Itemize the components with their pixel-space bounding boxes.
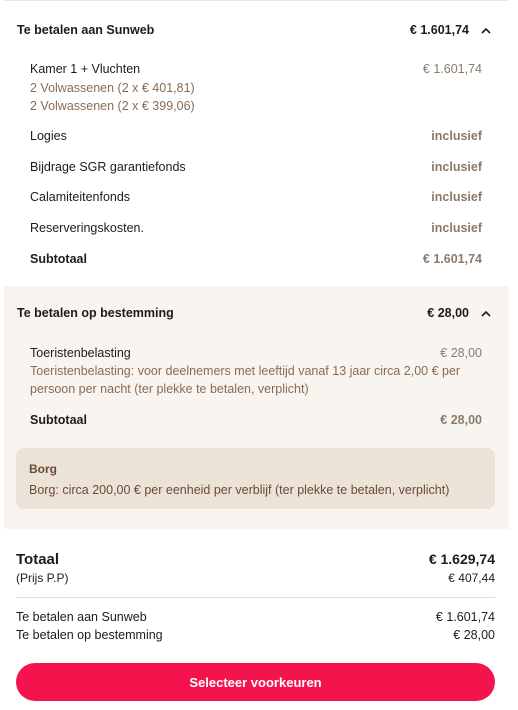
destination-section-amount: € 28,00 bbox=[427, 306, 469, 320]
price-item-detail: 2 Volwassenen (2 x € 401,81) bbox=[30, 81, 195, 95]
subtotal-row bbox=[30, 413, 482, 427]
price-line-label: Reserveringskosten. bbox=[30, 221, 144, 235]
summary-label: Te betalen op bestemming bbox=[16, 628, 163, 642]
price-item-detail: Toeristenbelasting: voor deelnemers met leeftijd vanaf 13 jaar circa 2,00 € per bbox=[30, 364, 461, 378]
sunweb-section-amount: € 1.601,74 bbox=[409, 23, 469, 37]
price-line bbox=[30, 221, 482, 235]
total-label: Totaal bbox=[16, 551, 60, 568]
price-line bbox=[30, 190, 482, 204]
price-line-value: inclusief bbox=[431, 190, 482, 204]
price-line-value: inclusief bbox=[431, 221, 482, 235]
destination-section-title: Te betalen op bestemming bbox=[17, 306, 174, 320]
price-item-detail: persoon per nacht (ter plekke te betalen, verplicht) bbox=[30, 382, 309, 396]
summary-amount: € 1.601,74 bbox=[435, 610, 495, 624]
price-per-person-amount: € 407,44 bbox=[448, 571, 495, 585]
price-item-label: Kamer 1 + Vluchten bbox=[30, 62, 141, 76]
sunweb-section-header[interactable] bbox=[17, 23, 491, 37]
chevron-up-icon[interactable] bbox=[481, 27, 491, 34]
deposit-text: Borg: circa 200,00 € per eenheid per verblijf (ter plekke te betalen, verplicht) bbox=[29, 483, 450, 497]
total-row bbox=[16, 551, 495, 568]
divider bbox=[16, 597, 495, 598]
destination-section-header[interactable] bbox=[17, 306, 491, 320]
subtotal-value: € 1.601,74 bbox=[422, 252, 482, 266]
select-preferences-button[interactable]: Selecteer voorkeuren bbox=[16, 663, 495, 701]
price-line-label: Calamiteitenfonds bbox=[30, 190, 131, 204]
price-item-tourist-tax bbox=[30, 346, 482, 360]
price-line-label: Bijdrage SGR garantiefonds bbox=[30, 160, 186, 174]
summary-destination-row bbox=[16, 628, 495, 642]
price-item-label: Toeristenbelasting bbox=[30, 346, 131, 360]
subtotal-label: Subtotaal bbox=[30, 252, 87, 266]
deposit-info-box bbox=[16, 448, 495, 509]
price-item-detail: 2 Volwassenen (2 x € 399,06) bbox=[30, 99, 195, 113]
chevron-up-icon[interactable] bbox=[481, 310, 491, 317]
sunweb-section bbox=[4, 0, 509, 286]
summary-amount: € 28,00 bbox=[453, 628, 495, 642]
price-item-amount: € 1.601,74 bbox=[422, 62, 482, 76]
price-per-person-row bbox=[16, 571, 495, 585]
deposit-title: Borg bbox=[29, 462, 57, 476]
price-per-person-label: (Prijs P.P) bbox=[16, 571, 69, 585]
subtotal-label: Subtotaal bbox=[30, 413, 87, 427]
price-line-value: inclusief bbox=[431, 160, 482, 174]
price-line bbox=[30, 160, 482, 174]
price-item-room bbox=[30, 62, 482, 76]
summary-sunweb-row bbox=[16, 610, 495, 624]
subtotal-row bbox=[30, 252, 482, 266]
subtotal-value: € 28,00 bbox=[440, 413, 482, 427]
sunweb-section-title: Te betalen aan Sunweb bbox=[17, 23, 155, 37]
total-amount: € 1.629,74 bbox=[428, 551, 495, 567]
price-line bbox=[30, 129, 482, 143]
price-line-label: Logies bbox=[30, 129, 67, 143]
price-item-amount: € 28,00 bbox=[440, 346, 482, 360]
price-line-value: inclusief bbox=[431, 129, 482, 143]
summary-label: Te betalen aan Sunweb bbox=[16, 610, 147, 624]
